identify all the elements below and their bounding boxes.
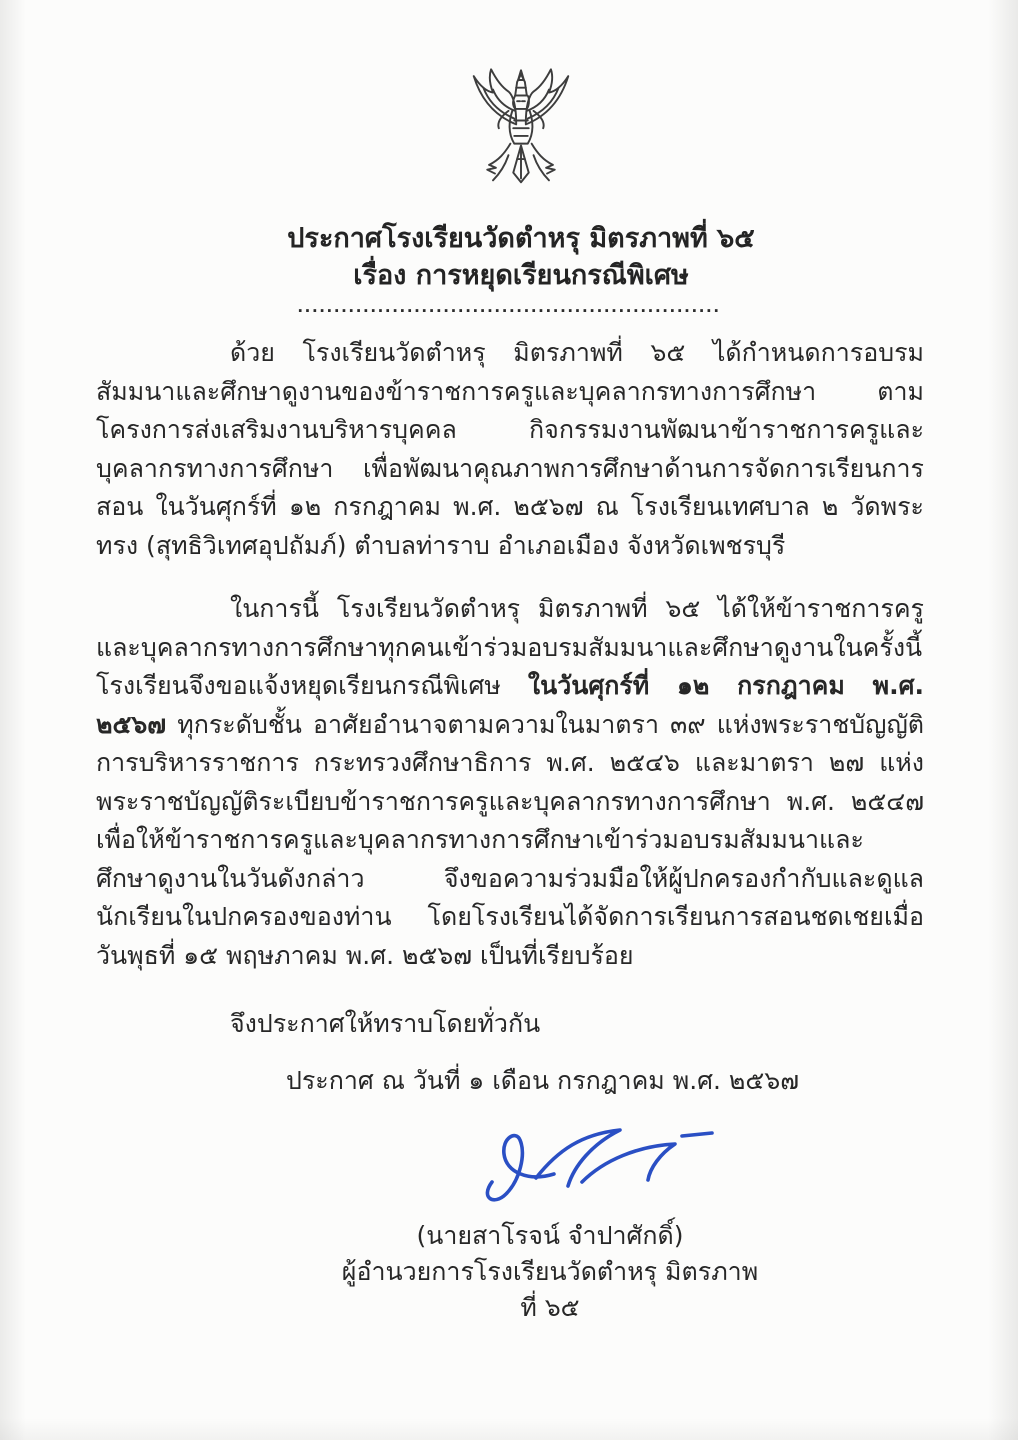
handwritten-signature-icon — [470, 1120, 730, 1215]
announcement-title: ประกาศโรงเรียนวัดตำหรุ มิตรภาพที่ ๖๕ — [287, 223, 755, 254]
signer-name: (นายสาโรจน์ จำปาศักดิ์) — [416, 1221, 684, 1250]
body-paragraph-1: ด้วย โรงเรียนวัดตำหรุ มิตรภาพที่ ๖๕ ได้กำหนดการอบรมสัมมนาและศึกษาดูงานของข้าราชการครูและบุคลากรทางการศึกษา ตามโครงการส่งเสริมงานบริหารบุคคล กิจกรรมงานพัฒนาข้าราชการครูและบุคลากรทางการศึกษา เพื่อพัฒนาคุณภาพการศึกษาด้านการจัดการเรียนการสอน ในวันศุกร์ที่ ๑๒ กรกฎาคม พ.ศ. ๒๕๖๗ ณ โรงเรียนเทศบาล ๒ วัดพระทรง (สุทธิวิเทศอุปถัมภ์) ตำบลท่าราบ อำเภอเมือง จังหวัดเพชรบุรี — [96, 338, 924, 560]
paragraph2-bold-date: ในวันศุกร์ที่ ๑๒ กรกฎาคม พ.ศ. ๒๕๖๗ — [96, 671, 924, 739]
paragraph2-text-end: ทุกระดับชั้น อาศัยอำนาจตามความในมาตรา ๓๙ แห่งพระราชบัญญัติการบริหารราชการ กระทรวงศึกษาธิการ พ.ศ. ๒๕๔๖ และมาตรา ๒๗ แห่งพระราชบัญญัติระเบียบข้าราชการครูและบุคลากรทางการศึกษา พ.ศ. ๒๕๔๗ เพื่อให้ข้าราชการครูและบุคลากรทางการศึกษาเข้าร่วมอบรมสัมมนาและศึกษาดูงานในวันดังกล่าว จึงขอความร่วมมือให้ผู้ปกครองกำกับและดูแลนักเรียนในปกครองของท่าน โดยโรงเรียนได้จัดการเรียนการสอนชดเชยเมื่อวันพุธที่ ๑๕ พฤษภาคม พ.ศ. ๒๕๖๗ เป็นที่เรียบร้อย — [96, 709, 924, 970]
signature-container — [470, 1120, 1018, 1218]
signer-title: ผู้อำนวยการโรงเรียนวัดตำหรุ มิตรภาพที่ ๖๕ — [341, 1257, 759, 1322]
emblem-container — [436, 66, 606, 206]
garuda-emblem-icon — [439, 66, 603, 202]
proclamation-date-line: ประกาศ ณ วันที่ ๑ เดือน กรกฎาคม พ.ศ. ๒๕๖๗ — [286, 1065, 799, 1095]
dotted-divider: .......................................................... — [297, 298, 721, 316]
letter-body — [96, 334, 924, 1100]
closing-statement: จึงประกาศให้ทราบโดยทั่วกัน — [230, 1009, 541, 1038]
announcement-subject: เรื่อง การหยุดเรียนกรณีพิเศษ — [353, 260, 689, 291]
paragraph2-text-start: ในการนี้ โรงเรียนวัดตำหรุ มิตรภาพที่ ๖๕ ได้ให้ข้าราชการครูและบุคลากรทางการศึกษาทุกคนเข้าร่วมอบรมสัมมนาและศึกษาดูงานในครั้งนี้ โรงเรียนจึงขอแจ้งหยุดเรียนกรณีพิเศษ — [96, 594, 924, 700]
body-paragraph-2 — [96, 590, 924, 975]
